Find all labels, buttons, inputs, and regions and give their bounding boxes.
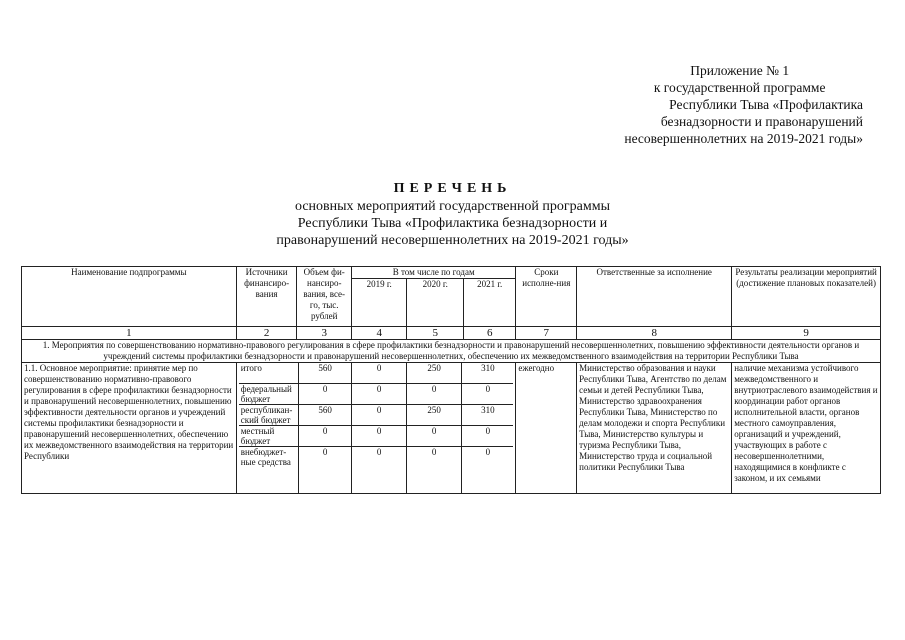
header-year-2019: 2019 г.: [351, 279, 407, 327]
funding-row: [239, 447, 514, 494]
column-number: 8: [577, 327, 732, 340]
appendix-line: Республики Тыва «Профилактика: [669, 97, 863, 112]
header-sources: Источники финансиро-вания: [236, 267, 297, 327]
funding-2020: 0: [406, 447, 462, 494]
column-number: 3: [297, 327, 351, 340]
funding-row: [239, 384, 514, 405]
title-line: правонарушений несовершеннолетних на 2019-2021 годы»: [276, 233, 629, 248]
column-number: 7: [516, 327, 577, 340]
column-number: 6: [464, 327, 516, 340]
funding-2019: 0: [352, 384, 407, 405]
funding-2021: 310: [462, 405, 513, 426]
funding-total: 0: [298, 426, 351, 447]
funding-total: 560: [298, 405, 351, 426]
funding-2021: 0: [462, 426, 513, 447]
funding-2019: 0: [352, 426, 407, 447]
document-title: [0, 180, 905, 249]
appendix-line: безнадзорности и правонарушений: [660, 114, 863, 129]
funding-source: местный бюджет: [239, 426, 299, 447]
appendix-block: [624, 62, 863, 147]
funding-source: внебюджет-ные средства: [240, 447, 291, 467]
header-results: Результаты реализации мероприятий (достижение плановых показателей): [732, 267, 881, 327]
funding-2020: 0: [406, 384, 462, 405]
funding-source: итого: [239, 363, 299, 384]
funding-row: [239, 405, 514, 426]
funding-source: республикан-ский бюджет: [239, 405, 299, 426]
appendix-line: к государственной программе: [653, 80, 826, 95]
activity-term: ежегодно: [516, 363, 577, 494]
section-title: 1. Мероприятия по совершенствованию нормативно-правового регулирования в сфере профилактики безнадзорности и правонарушений несовершеннолетних, повышению эффективности деятельности органов и учреждений системы профилактики безнадзорности и правонарушений несовершеннолетних, обеспечению их межведомственного взаимодействия на территории Республики Тыва: [22, 340, 881, 363]
funding-table: [239, 363, 514, 493]
funding-2021: 0: [462, 384, 513, 405]
funding-total: 0: [298, 384, 351, 405]
activity-name: 1.1. Основное мероприятие: принятие мер по совершенствованию нормативно-правового регулирования в сфере профилактики безнадзорности и правонарушений несовершеннолетних, повышению эффективности деятельности органов и учреждений системы профилактики безнадзорности и правонарушений несовершеннолетних, обеспечению их межведомственного взаимодействия на территории Республики: [22, 363, 237, 494]
appendix-line: несовершеннолетних на 2019-2021 годы»: [624, 131, 863, 146]
column-number: 9: [732, 327, 881, 340]
funding-row: [239, 363, 514, 384]
funding-source: федеральный бюджет: [239, 384, 299, 405]
header-year-2021: 2021 г.: [464, 279, 516, 327]
title-line: Республики Тыва «Профилактика безнадзорности и: [297, 216, 608, 231]
funding-2020: 250: [406, 405, 462, 426]
funding-2020: 250: [406, 363, 462, 384]
funding-2021: 0: [462, 447, 513, 494]
appendix-line: Приложение № 1: [690, 63, 790, 78]
header-responsible: Ответственные за исполнение: [577, 267, 732, 327]
header-year-2020: 2020 г.: [407, 279, 464, 327]
header-terms: Сроки исполне-ния: [516, 267, 577, 327]
funding-2019: 0: [352, 447, 407, 494]
header-subprogram: Наименование подпрограммы: [22, 267, 237, 327]
title-heading: ПЕРЕЧЕНЬ: [393, 181, 512, 196]
activity-responsible: Министерство образования и науки Республики Тыва, Агентство по делам семьи и детей Республики Тыва, Министерство здравоохранения Республики Тыва, Министерство по делам молодежи и спорта Республики Тыва, Министерство культуры и туризма Республики Тыва, Министерство труда и социальной политики Республики Тыва: [577, 363, 732, 494]
column-number: 1: [22, 327, 237, 340]
funding-total: 560: [298, 363, 351, 384]
activity-results: наличие механизма устойчивого межведомственного и внутриотраслевого взаимодействия и координации работ органов исполнительной власти, органов местного самоуправления, организаций и учреждений, участвующих в работе с несовершеннолетними, находящимися в конфликте с законом, и их семьями: [732, 363, 881, 494]
header-years-group: В том числе по годам: [351, 267, 515, 279]
column-number: 4: [351, 327, 407, 340]
funding-2020: 0: [406, 426, 462, 447]
activities-table: [21, 266, 881, 494]
funding-2021: 310: [462, 363, 513, 384]
funding-total: 0: [298, 447, 351, 494]
title-line: основных мероприятий государственной программы: [294, 199, 610, 214]
funding-2019: 0: [352, 405, 407, 426]
funding-breakdown: [236, 363, 516, 494]
funding-2019: 0: [352, 363, 407, 384]
column-number: 2: [236, 327, 297, 340]
column-number: 5: [407, 327, 464, 340]
header-volume: Объем фи-нансиро-вания, все-го, тыс. рублей: [297, 267, 351, 327]
funding-row: [239, 426, 514, 447]
